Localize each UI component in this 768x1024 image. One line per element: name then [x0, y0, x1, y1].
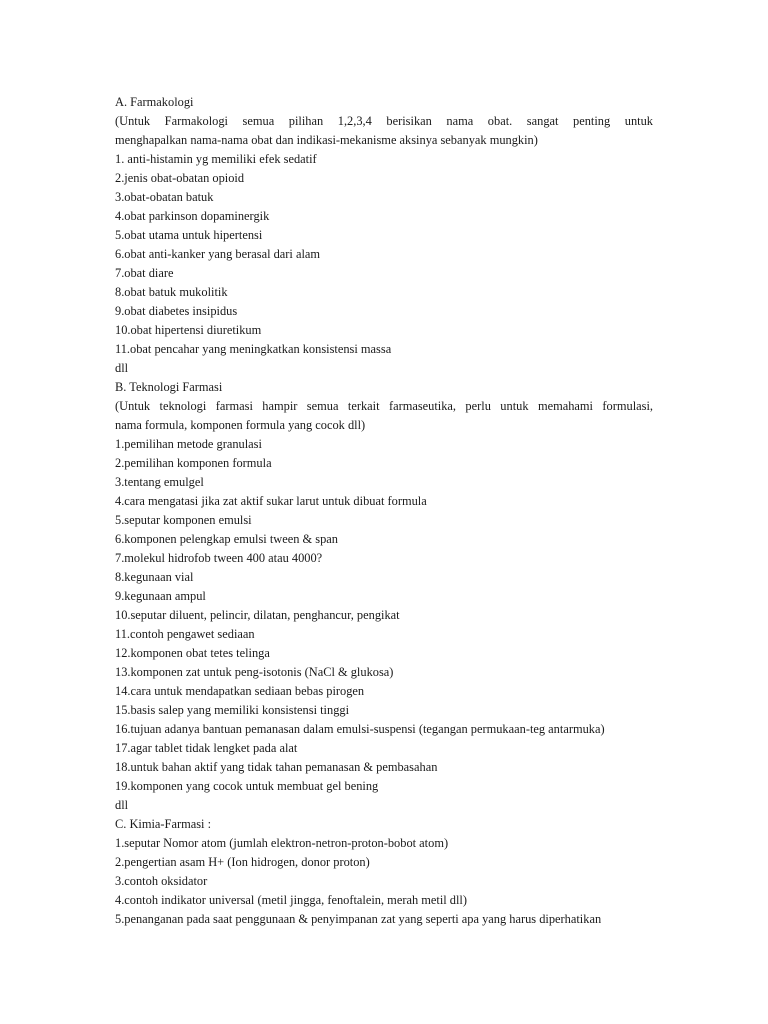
section-intro-line: menghapalkan nama-nama obat dan indikasi-mekanisme aksinya sebanyak mungkin) — [115, 133, 538, 147]
list-item: 3.contoh oksidator — [115, 874, 208, 888]
list-item: 8.kegunaan vial — [115, 570, 194, 584]
section-heading: A. Farmakologi — [115, 95, 194, 109]
list-item: 9.obat diabetes insipidus — [115, 304, 238, 318]
list-item: 1. anti-histamin yg memiliki efek sedatif — [115, 152, 317, 166]
list-item: 2.jenis obat-obatan opioid — [115, 171, 245, 185]
list-item: 8.obat batuk mukolitik — [115, 285, 228, 299]
section-intro-line: (Untuk Farmakologi semua pilihan 1,2,3,4 berisikan nama obat. sangat penting untuk — [115, 114, 653, 128]
section-teknologi-farmasi — [115, 378, 653, 815]
list-item: dll — [115, 361, 129, 375]
list-item: 19.komponen yang cocok untuk membuat gel bening — [115, 779, 379, 793]
list-item: 4.cara mengatasi jika zat aktif sukar larut untuk dibuat formula — [115, 494, 427, 508]
list-item: 1.pemilihan metode granulasi — [115, 437, 262, 451]
section-heading: C. Kimia-Farmasi : — [115, 817, 212, 831]
section-heading: B. Teknologi Farmasi — [115, 380, 223, 394]
list-item: 14.cara untuk mendapatkan sediaan bebas pirogen — [115, 684, 365, 698]
list-item: 1.seputar Nomor atom (jumlah elektron-netron-proton-bobot atom) — [115, 836, 449, 850]
list-item: 17.agar tablet tidak lengket pada alat — [115, 741, 298, 755]
list-item: 5.seputar komponen emulsi — [115, 513, 252, 527]
list-item: 10.seputar diluent, pelincir, dilatan, penghancur, pengikat — [115, 608, 400, 622]
list-item: 6.komponen pelengkap emulsi tween & span — [115, 532, 338, 546]
list-item: 9.kegunaan ampul — [115, 589, 206, 603]
list-item: 5.obat utama untuk hipertensi — [115, 228, 263, 242]
list-item: 4.obat parkinson dopaminergik — [115, 209, 270, 223]
list-item: 5.penanganan pada saat penggunaan & penyimpanan zat yang seperti apa yang harus diperhatikan — [115, 912, 602, 926]
list-item: 7.obat diare — [115, 266, 174, 280]
section-kimia-farmasi — [115, 815, 653, 929]
section-intro-line: (Untuk teknologi farmasi hampir semua terkait farmaseutika, perlu untuk memahami formulasi, — [115, 399, 653, 413]
section-intro-line: nama formula, komponen formula yang cocok dll) — [115, 418, 366, 432]
list-item: 7.molekul hidrofob tween 400 atau 4000? — [115, 551, 323, 565]
list-item: dll — [115, 798, 129, 812]
section-farmakologi — [115, 93, 653, 378]
list-item: 16.tujuan adanya bantuan pemanasan dalam emulsi-suspensi (tegangan permukaan-teg antarmuka) — [115, 722, 605, 736]
list-item: 3.obat-obatan batuk — [115, 190, 214, 204]
list-item: 3.tentang emulgel — [115, 475, 204, 489]
list-item: 6.obat anti-kanker yang berasal dari alam — [115, 247, 321, 261]
list-item: 10.obat hipertensi diuretikum — [115, 323, 262, 337]
list-item: 2.pengertian asam H+ (Ion hidrogen, donor proton) — [115, 855, 370, 869]
list-item: 2.pemilihan komponen formula — [115, 456, 272, 470]
list-item: 11.contoh pengawet sediaan — [115, 627, 255, 641]
list-item: 13.komponen zat untuk peng-isotonis (NaCl & glukosa) — [115, 665, 394, 679]
list-item: 18.untuk bahan aktif yang tidak tahan pemanasan & pembasahan — [115, 760, 438, 774]
list-item: 12.komponen obat tetes telinga — [115, 646, 270, 660]
list-item: 15.basis salep yang memiliki konsistensi tinggi — [115, 703, 350, 717]
document-page — [115, 93, 653, 929]
list-item: 11.obat pencahar yang meningkatkan konsistensi massa — [115, 342, 392, 356]
list-item: 4.contoh indikator universal (metil jingga, fenoftalein, merah metil dll) — [115, 893, 468, 907]
